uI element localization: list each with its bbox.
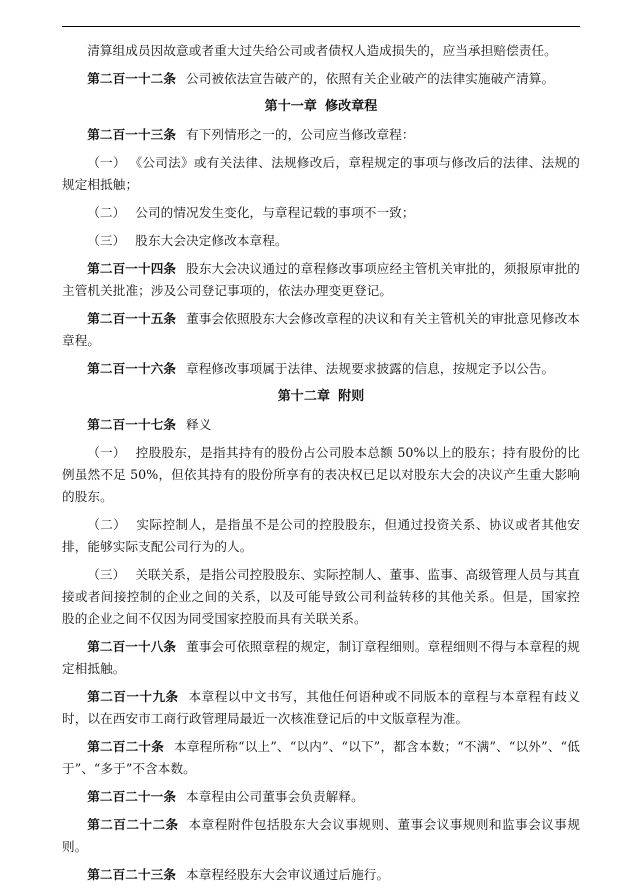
article-number: 第二百一十九条 xyxy=(87,689,179,704)
article-number: 第二百一十三条 xyxy=(87,127,177,142)
article-text: 股东大会决议通过的章程修改事项应经主管机关审批的，须报原审批的主管机关批准；涉及公司登记事项的，依法办理变更登记。 xyxy=(62,261,581,298)
article-215 xyxy=(62,308,580,352)
chapter-title: 修改章程 xyxy=(325,99,378,114)
chapter-number: 第十二章 xyxy=(277,389,331,404)
article-text: 本章程附件包括股东大会议事规则、董事会议事规则和监事会议事规则。 xyxy=(62,817,581,854)
article-217 xyxy=(62,414,580,436)
article-222 xyxy=(62,814,580,858)
item-mark: （二） xyxy=(87,205,126,220)
list-item xyxy=(62,514,580,558)
article-223 xyxy=(62,864,580,886)
article-number: 第二百二十一条 xyxy=(87,789,177,804)
chapter-11-heading xyxy=(62,96,580,118)
article-text: 本章程经股东大会审议通过后施行。 xyxy=(186,867,390,882)
item-text: 关联关系，是指公司控股股东、实际控制人、董事、监事、高级管理人员与其直接或者间接控制的企业之间的关系，以及可能导致公司利益转移的其他关系。但是，国家控股的企业之间不仅因为同受国家控股而具有关联关系。 xyxy=(62,567,580,626)
article-221 xyxy=(62,786,580,808)
article-number: 第二百二十条 xyxy=(87,739,165,754)
article-text: 公司被依法宣告破产的，依照有关企业破产的法律实施破产清算。 xyxy=(186,71,555,86)
article-text: 有下列情形之一的，公司应当修改章程： xyxy=(186,127,415,142)
chapter-title: 附则 xyxy=(338,389,365,404)
document-body xyxy=(62,40,580,892)
article-214 xyxy=(62,258,580,302)
article-text: 董事会可依照章程的规定，制订章程细则。章程细则不得与本章程的规定相抵触。 xyxy=(62,639,581,676)
paragraph-text: 清算组成员因故意或者重大过失给公司或者债权人造成损失的，应当承担赔偿责任。 xyxy=(87,43,557,58)
chapter-12-heading xyxy=(62,386,580,408)
article-text: 释义 xyxy=(186,417,212,432)
header-rule xyxy=(62,26,580,27)
article-number: 第二百一十五条 xyxy=(87,311,177,326)
article-216 xyxy=(62,358,580,380)
article-text: 本章程所称“以上”、“以内”、“以下”，都含本数；“不满”、“以外”、“低于”、“多于”不含本数。 xyxy=(62,739,580,776)
item-text: 公司的情况发生变化，与章程记载的事项不一致； xyxy=(135,205,415,220)
paragraph-lead xyxy=(62,40,580,62)
article-text: 董事会依照股东大会修改章程的决议和有关主管机关的审批意见修改本章程。 xyxy=(62,311,581,348)
list-item xyxy=(62,230,580,252)
item-text: 《公司法》或有关法律、法规修改后，章程规定的事项与修改后的法律、法规的规定相抵触； xyxy=(62,155,580,192)
article-number: 第二百二十二条 xyxy=(87,817,179,832)
article-number: 第二百一十二条 xyxy=(87,71,177,86)
article-text: 章程修改事项属于法律、法规要求披露的信息，按规定予以公告。 xyxy=(186,361,555,376)
list-item xyxy=(62,442,580,508)
chapter-number: 第十一章 xyxy=(264,99,317,114)
article-220 xyxy=(62,736,580,780)
list-item xyxy=(62,202,580,224)
item-mark: （一） xyxy=(87,155,126,170)
article-number: 第二百一十六条 xyxy=(87,361,177,376)
article-218 xyxy=(62,636,580,680)
article-number: 第二百一十七条 xyxy=(87,417,177,432)
item-mark: （二） xyxy=(87,517,127,532)
article-number: 第二百一十四条 xyxy=(87,261,177,276)
article-number: 第二百一十八条 xyxy=(87,639,177,654)
article-text: 本章程以中文书写，其他任何语种或不同版本的章程与本章程有歧义时，以在西安市工商行政管理局最近一次核准登记后的中文版章程为准。 xyxy=(62,689,581,726)
item-text: 控股股东，是指其持有的股份占公司股本总额 50%以上的股东；持有股份的比例虽然不足 50%，但依其持有的股份所享有的表决权已足以对股东大会的决议产生重大影响的股东。 xyxy=(62,445,580,504)
item-mark: （一） xyxy=(87,445,126,460)
article-219 xyxy=(62,686,580,730)
article-text: 本章程由公司董事会负责解释。 xyxy=(186,789,364,804)
article-212 xyxy=(62,68,580,90)
list-item xyxy=(62,152,580,196)
item-mark: （三） xyxy=(87,567,126,582)
item-mark: （三） xyxy=(87,233,126,248)
list-item xyxy=(62,564,580,630)
article-213 xyxy=(62,124,580,146)
article-number: 第二百二十三条 xyxy=(87,867,177,882)
item-text: 实际控制人，是指虽不是公司的控股股东，但通过投资关系、协议或者其他安排，能够实际支配公司行为的人。 xyxy=(62,517,580,554)
item-text: 股东大会决定修改本章程。 xyxy=(135,233,288,248)
